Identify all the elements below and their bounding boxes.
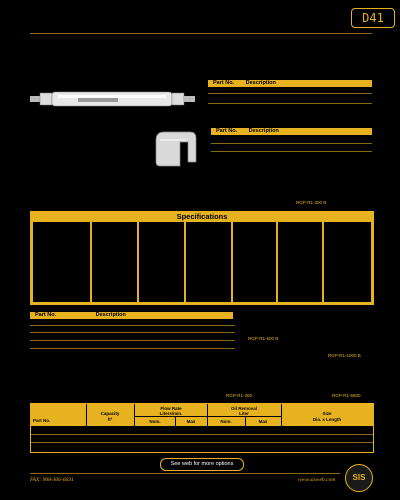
bracket-col-description: Description bbox=[248, 128, 279, 134]
product-col-part-no: Part No. bbox=[213, 80, 235, 86]
capacity-table bbox=[30, 403, 374, 453]
ref-rgp-r1-300: RGP-R1-300 bbox=[226, 393, 253, 398]
spec-cell bbox=[233, 222, 276, 302]
th-oil-nom: Nom. bbox=[220, 419, 232, 424]
bracket-col-part-no: Part No. bbox=[216, 128, 238, 134]
ref-rgp-r1-1000b: RGP-R1-1000 B bbox=[328, 353, 361, 358]
capacity-row-line bbox=[31, 442, 373, 443]
accessory-row-line bbox=[30, 332, 235, 333]
th-oil-removal-unit: Liter bbox=[239, 411, 249, 416]
th-flow-rate-unit: Liters/min. bbox=[159, 411, 183, 416]
capacity-table-header bbox=[31, 404, 373, 426]
bracket-row-line bbox=[211, 151, 372, 152]
spec-cell bbox=[92, 222, 137, 302]
page-number-badge: D41 bbox=[351, 8, 395, 28]
th-capacity: Capacity bbox=[100, 411, 120, 416]
product-row-line bbox=[208, 103, 372, 104]
top-rule bbox=[30, 33, 372, 34]
accessory-row-line bbox=[30, 325, 235, 326]
ref-rgp-r1-6600: RGP-R1-6600 bbox=[332, 393, 361, 398]
see-web-options-button[interactable]: See web for more options bbox=[160, 458, 244, 471]
ref-rgp-r1-500b: RGP-R1-500 B bbox=[248, 336, 279, 341]
th-oil-max: Max bbox=[258, 419, 268, 424]
th-flow-rate: Flow Rate bbox=[160, 406, 182, 411]
accessory-row-line bbox=[30, 340, 235, 341]
th-size: Size bbox=[322, 411, 332, 416]
company-logo bbox=[345, 464, 373, 492]
footer-rule bbox=[30, 473, 340, 474]
specifications-title: Specifications bbox=[176, 212, 228, 221]
product-row-line bbox=[208, 93, 372, 94]
col-divider bbox=[281, 404, 282, 452]
th-flow-nom: Nom. bbox=[149, 419, 161, 424]
header-subrule bbox=[135, 416, 281, 417]
spec-cell bbox=[33, 222, 90, 302]
th-capacity-unit: ft³ bbox=[107, 417, 113, 422]
capacity-row-line bbox=[31, 434, 373, 435]
bracket-row-line bbox=[211, 143, 372, 144]
spec-cell bbox=[186, 222, 231, 302]
fax-number: FAX: 908-306-6631 bbox=[30, 477, 74, 483]
bracket-table-header bbox=[211, 128, 372, 135]
th-flow-max: Max bbox=[186, 419, 196, 424]
ref-rgp-r1-300b: RGP-R1-300 B bbox=[296, 200, 327, 205]
logo-text: SIS bbox=[352, 473, 366, 482]
accessory-col-part-no: Part No. bbox=[35, 312, 57, 318]
th-oil-removal: Oil Removal bbox=[230, 406, 257, 411]
col-divider bbox=[86, 404, 87, 452]
product-col-description: Description bbox=[245, 80, 276, 86]
col-divider bbox=[134, 404, 135, 452]
th-size-unit: Dia. x Length bbox=[312, 417, 342, 422]
spec-cell bbox=[324, 222, 371, 302]
purifier-tube-image bbox=[28, 86, 196, 110]
th-part-no: Part No. bbox=[33, 418, 51, 423]
col-divider bbox=[207, 404, 208, 452]
spec-cell bbox=[278, 222, 322, 302]
accessory-table-header bbox=[30, 312, 233, 319]
accessory-row-line bbox=[30, 348, 235, 349]
accessory-col-description: Description bbox=[95, 312, 126, 318]
website-link[interactable]: www.sisweb.com bbox=[298, 477, 336, 483]
spec-cell bbox=[139, 222, 184, 302]
specifications-box bbox=[30, 211, 374, 305]
mounting-bracket-image bbox=[150, 128, 202, 170]
product-table-header bbox=[208, 80, 372, 87]
